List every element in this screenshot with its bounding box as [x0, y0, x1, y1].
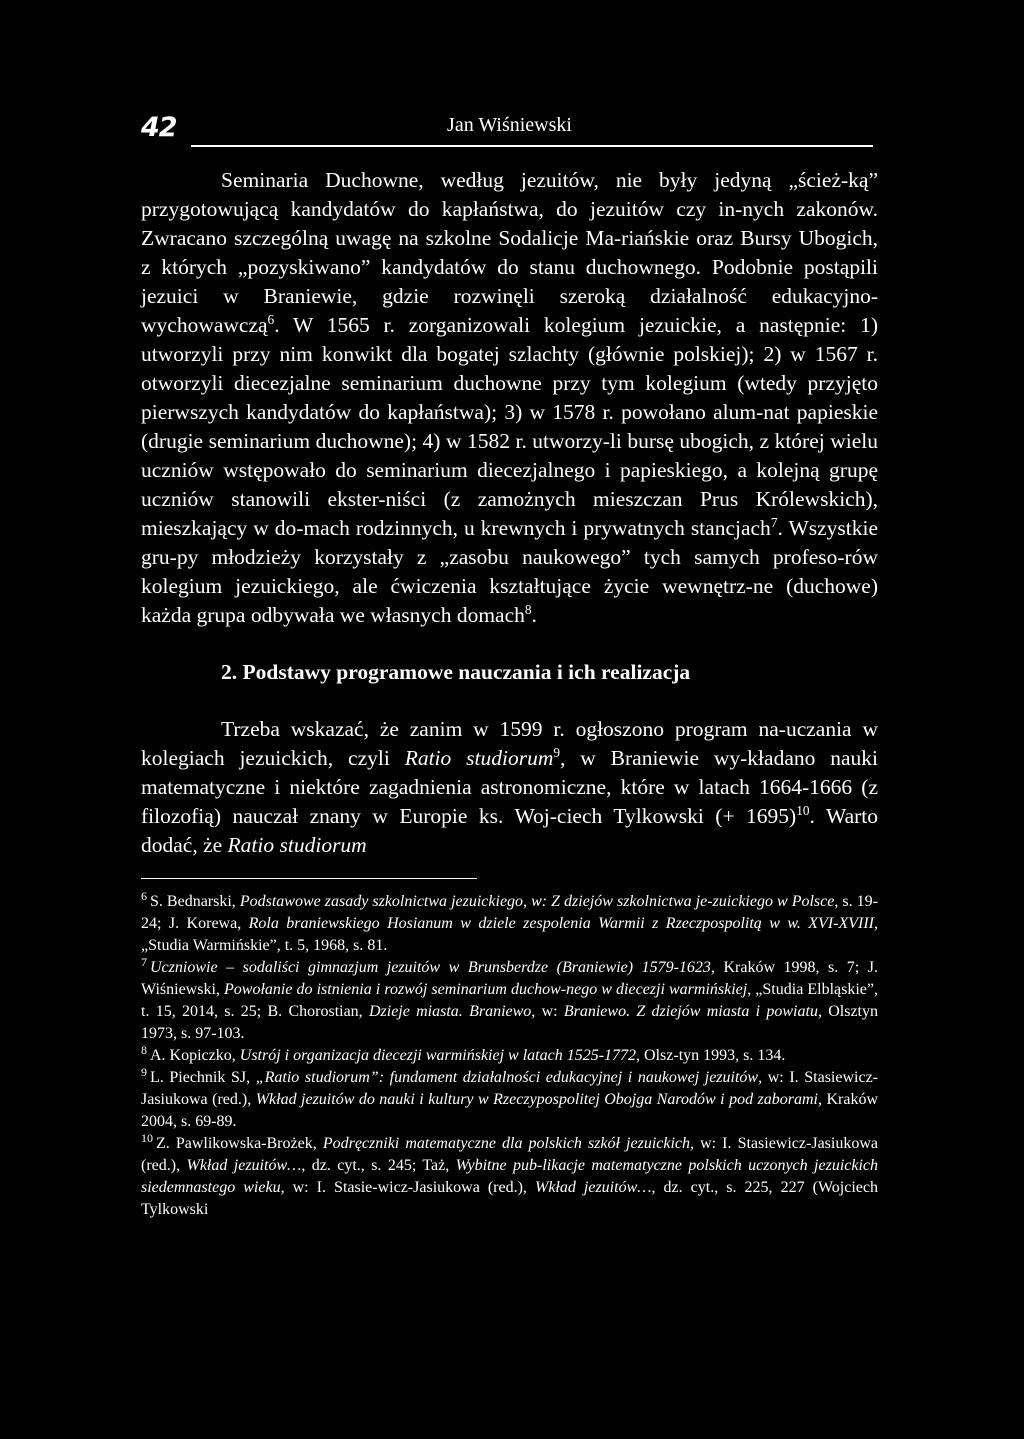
footnote-text: , Kraków 2004, s. 69-89.	[141, 1091, 879, 1130]
body-text	[141, 166, 878, 1221]
footnote-title: Dzieje miasta. Braniewo	[368, 1003, 532, 1020]
footnote-title: Rola braniewskiego Hosianum w dziele zespolenia Warmii z Rzeczpospolitą w w. XVI-XVIII	[248, 915, 875, 932]
footnote-text: , Kraków 1998, s. 7; J. Wiśniewski,	[141, 959, 879, 998]
footnote-title: Podręczniki matematyczne dla polskich szkół jezuickich	[322, 1135, 691, 1152]
footnote-number: 7	[141, 954, 147, 969]
footnote-title: Wkład jezuitów…	[534, 1179, 652, 1196]
paragraph-2-text: . Warto dodać, że	[141, 804, 878, 857]
footnote-ref-10[interactable]: 10	[796, 802, 810, 818]
footnote-text: , Olsz-tyn 1993, s. 134.	[636, 1047, 786, 1064]
footnote-title: Braniewo. Z dziejów miasta i powiatu	[563, 1003, 818, 1020]
paragraph-2	[141, 715, 878, 860]
footnote-text: , s. 19-24; J. Korewa,	[141, 893, 879, 932]
footnote-text: , w: I. Stasie-wicz-Jasiukowa (red.),	[280, 1179, 535, 1196]
footnote-number: 9	[141, 1064, 147, 1079]
footnote-text: L. Piechnik SJ,	[150, 1069, 256, 1086]
footnote-text: , „Studia Warmińskie”, t. 5, 1968, s. 81.	[141, 915, 879, 954]
paragraph-2-text: , w Braniewie wy-kładano nauki matematyczne i niektóre zagadnienia astronomiczne, które w latach 1664-1666 (z filozofią) nauczał znany w Europie ks. Woj-ciech Tylkowski (+ 1695)	[141, 746, 878, 828]
paragraph-1	[141, 166, 878, 630]
footnote-text: S. Bednarski,	[150, 893, 240, 910]
italic-term: Ratio studiorum	[227, 833, 367, 857]
footnote-text: , w:	[531, 1003, 564, 1020]
paragraph-2-text: Trzeba wskazać, że zanim w 1599 r. ogłoszono program na-uczania w kolegiach jezuickich, czyli	[141, 717, 878, 770]
footnote-10	[141, 1130, 879, 1221]
footnote-text: A. Kopiczko,	[150, 1047, 240, 1064]
footnote-title: Wkład jezuitów…	[186, 1157, 302, 1174]
section-heading: 2. Podstawy programowe nauczania i ich realizacja	[221, 660, 691, 684]
footnote-ref-7[interactable]: 7	[770, 514, 778, 530]
italic-term: Ratio studiorum	[404, 746, 554, 770]
footnote-title: Podstawowe zasady szkolnictwa jezuickiego, w: Z dziejów szkolnictwa je-zuickiego w Polsce	[239, 893, 835, 910]
footnote-text: , dz. cyt., s. 225, 227 (Wojciech Tylkowski	[141, 1179, 879, 1218]
paragraph-1-text: Seminaria Duchowne, według jezuitów, nie były jedyną „ścież-ką” przygotowującą kandydatów do kapłaństwa, do jezuitów czy in-nych zakonów. Zwracano szczególną uwagę na szkolne Sodalicje Ma-riańskie oraz Bursy Ubogich, z których „pozyskiwano” kandydatów do stanu duchownego. Podobnie postąpili jezuici w Braniewie, gdzie rozwinęli szeroką działalność edukacyjno-wychowawczą	[141, 168, 878, 337]
footnote-9	[141, 1064, 879, 1133]
paragraph-1-text: . W 1565 r. zorganizowali kolegium jezuickie, a następnie: 1) utworzyli przy nim konwikt dla bogatej szlachty (głównie polskiej); 2) w 1567 r. otworzyli diecezjalne seminarium duchowne przy tym kolegium (wtedy przyjęto pierwszych kandydatów do kapłaństwa); 3) w 1578 r. powołano alum-nat papieskie (drugie seminarium duchowne); 4) w 1582 r. utworzy-li bursę ubogich, z której wielu uczniów wstępowało do seminarium diecezjalnego i papieskiego, a kolejną grupę uczniów stanowili ekster-niści (z zamożnych mieszczan Prus Królewskich), mieszkający w do-mach rodzinnych, u krewnych i prywatnych stancjach	[141, 313, 878, 540]
footnote-text: , w: I. Stasiewicz-Jasiukowa (red.),	[141, 1069, 879, 1108]
footnote-7	[141, 954, 879, 1045]
footnote-title: Wkład jezuitów do nauki i kultury w Rzeczypospolitej Obojga Narodów i pod zaborami	[255, 1091, 818, 1108]
footnote-title: Wybitne pub-likacje matematyczne polskich uczonych jezuickich siedemnastego wieku	[141, 1157, 879, 1196]
footnote-ref-9[interactable]: 9	[553, 744, 561, 760]
footnote-separator	[141, 878, 477, 879]
footnote-text: Z. Pawlikowska-Brożek,	[156, 1135, 323, 1152]
footnote-text: , w: I. Stasiewicz-Jasiukowa (red.),	[141, 1135, 878, 1174]
paragraph-1-text: . Wszystkie gru-py młodzieży korzystały z „zasobu naukowego” tych samych profeso-rów kolegium jezuickiego, ale ćwiczenia kształtujące życie wewnętrz-ne (duchowe) każda grupa odbywała we własnych domach	[141, 516, 878, 627]
paragraph-1-text: .	[531, 603, 537, 627]
header-rule	[191, 145, 873, 147]
footnote-ref-6[interactable]: 6	[267, 311, 275, 327]
running-head	[141, 112, 878, 152]
footnote-text: , dz. cyt., s. 245; Taż,	[301, 1157, 456, 1174]
header-author: Jan Wiśniewski	[447, 114, 572, 136]
footnote-title: Uczniowie – sodaliści gimnazjum jezuitów w Brunsberdze (Braniewie) 1579-1623	[150, 959, 711, 976]
footnote-6	[141, 888, 879, 957]
page-number: 42	[141, 112, 177, 143]
footnote-number: 8	[141, 1042, 147, 1057]
footnote-8	[141, 1042, 878, 1067]
footnote-text: , „Studia Elbląskie”, t. 15, 2014, s. 25; B. Chorostian,	[141, 981, 879, 1020]
footnote-title: „Ratio studiorum”: fundament działalności edukacyjnej i naukowej jezuitów	[255, 1069, 759, 1086]
footnote-ref-8[interactable]: 8	[524, 601, 532, 617]
footnote-number: 10	[141, 1130, 153, 1145]
footnote-number: 6	[141, 888, 147, 903]
footnote-title: Ustrój i organizacja diecezji warmińskiej w latach 1525-1772	[239, 1047, 637, 1064]
footnote-title: Powołanie do istnienia i rozwój seminarium duchow-nego w diecezji warmińskiej	[224, 981, 748, 998]
footnote-text: , Olsztyn 1973, s. 97-103.	[141, 1003, 879, 1042]
